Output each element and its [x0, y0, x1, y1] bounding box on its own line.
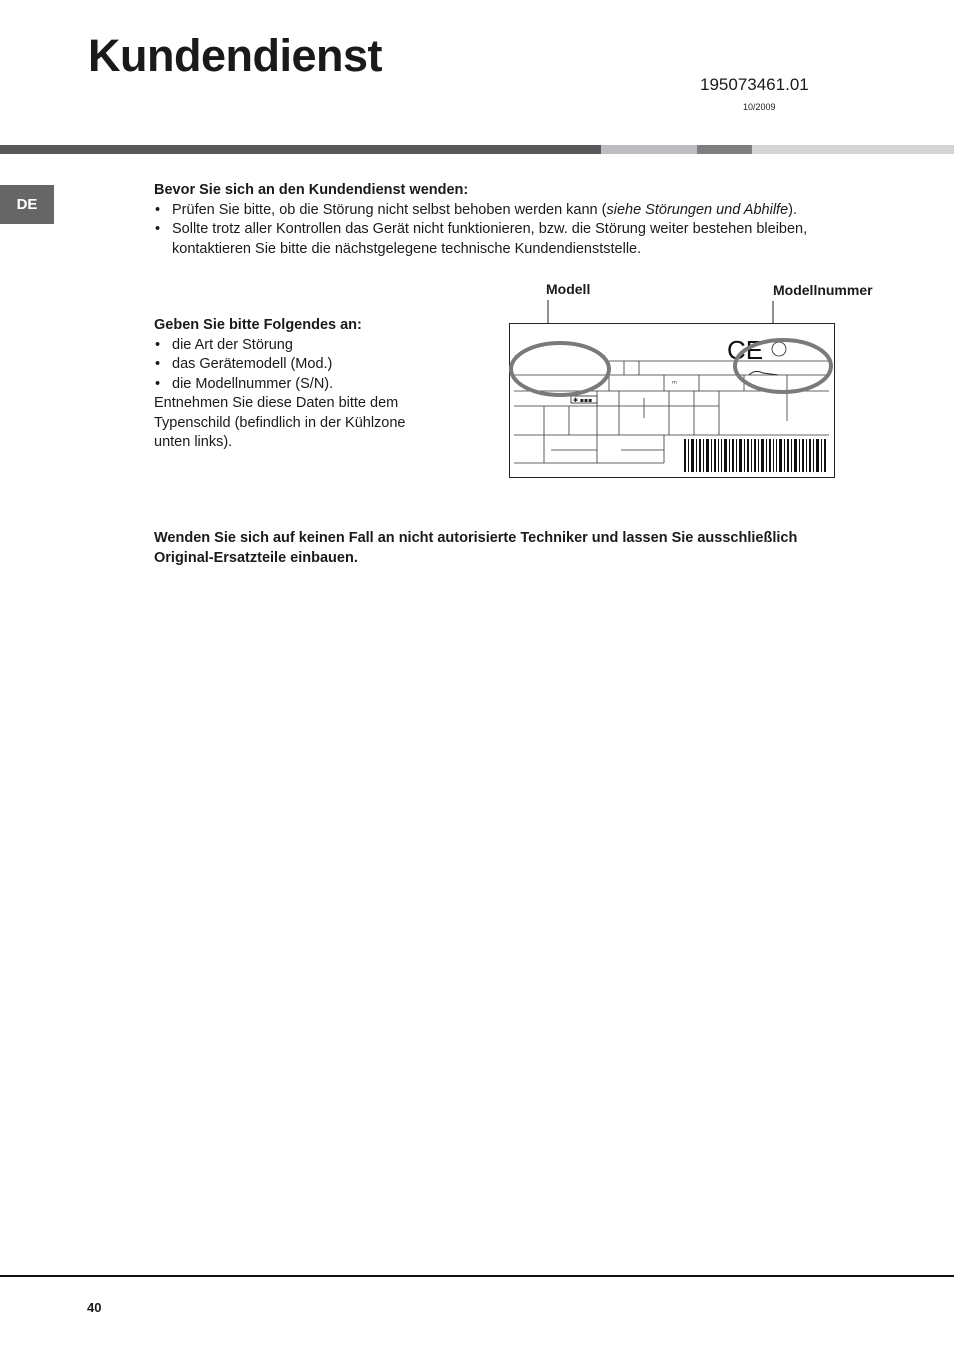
before-contact-heading: Bevor Sie sich an den Kundendienst wenden:	[154, 182, 469, 198]
serial-callout-label: Modellnummer	[773, 282, 873, 298]
document-date: 10/2009	[743, 102, 776, 112]
note-line: unten links).	[154, 434, 233, 450]
svg-text:✱ ▪▪▪: ✱ ▪▪▪	[573, 397, 593, 404]
note-line: Typenschild (befindlich in der Kühlzone	[154, 414, 406, 431]
provide-info-heading: Geben Sie bitte Folgendes an:	[154, 317, 362, 333]
list-item: • die Modellnummer (S/N).	[154, 375, 454, 395]
page-title: Kundendienst	[88, 30, 382, 81]
note-line: Entnehmen Sie diese Daten bitte dem	[154, 395, 399, 411]
item-text-end: ).	[788, 201, 797, 218]
warning-notice	[154, 528, 894, 568]
cross-reference-link: siehe Störungen und Abhilfe	[606, 201, 789, 218]
footer-rule	[0, 1275, 954, 1277]
item-text-line2: kontaktieren Sie bitte die nächstgelegene technische Kundendienststelle.	[172, 240, 642, 257]
item-text: Prüfen Sie bitte, ob die Störung nicht selbst behoben werden kann (	[172, 201, 607, 218]
ce-mark: CE	[727, 335, 764, 365]
rating-plate-diagram	[509, 323, 835, 478]
item-text-line1: Sollte trotz aller Kontrollen das Gerät nicht funktionieren, bzw. die Störung weiter bestehen bleiben,	[172, 221, 808, 237]
svg-text:ᵐ: ᵐ	[672, 379, 677, 388]
list-item: • das Gerätemodell (Mod.)	[154, 355, 454, 375]
page-number: 40	[87, 1300, 102, 1315]
model-callout-label: Modell	[546, 281, 591, 297]
warning-line1: Wenden Sie sich auf keinen Fall an nicht autorisierte Techniker und lassen Sie ausschließlich	[154, 530, 798, 546]
language-tab: DE	[0, 185, 54, 224]
warning-line2: Original-Ersatzteile einbauen.	[154, 550, 358, 566]
document-number: 195073461.01	[700, 75, 809, 94]
list-item: • die Art der Störung	[154, 336, 454, 356]
